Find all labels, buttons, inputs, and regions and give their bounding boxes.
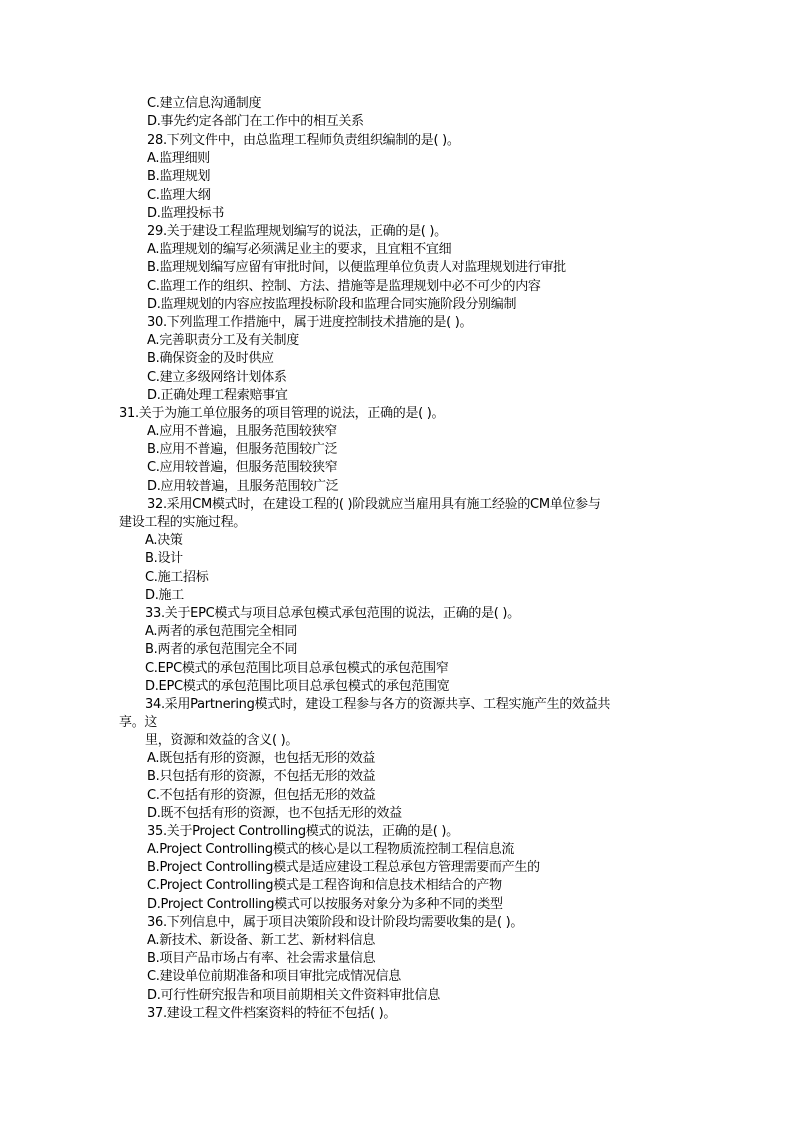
text-line: 34.采用Partnering模式时，建设工程参与各方的资源共享、工程实施产生的效益共 — [145, 697, 611, 712]
text-line: D.EPC模式的承包范围比项目总承包模式的承包范围宽 — [145, 679, 450, 694]
text-line: D.可行性研究报告和项目前期相关文件资料审批信息 — [147, 988, 440, 1003]
text-line: 35.关于Project Controlling模式的说法，正确的是( )。 — [147, 824, 459, 839]
text-line: B.设计 — [145, 551, 183, 566]
text-line: A.新技术、新设备、新工艺、新材料信息 — [147, 933, 376, 948]
text-line: 33.关于EPC模式与项目总承包模式承包范围的说法，正确的是( )。 — [145, 606, 520, 621]
text-line: 29.关于建设工程监理规划编写的说法，正确的是( )。 — [147, 224, 447, 239]
text-line: A.决策 — [145, 533, 183, 548]
text-line: A.监理细则 — [147, 151, 210, 166]
text-line: B.监理规划编写应留有审批时间，以便监理单位负责人对监理规划进行审批 — [147, 260, 566, 275]
text-line: 31.关于为施工单位服务的项目管理的说法，正确的是( )。 — [119, 406, 445, 421]
text-line: C.建设单位前期准备和项目审批完成情况信息 — [147, 969, 401, 984]
text-line: 36.下列信息中，属于项目决策阶段和设计阶段均需要收集的是( )。 — [147, 915, 524, 930]
text-line: 30.下列监理工作措施中，属于进度控制技术措施的是( )。 — [147, 315, 473, 330]
text-line: D.监理规划的内容应按监理投标阶段和监理合同实施阶段分别编制 — [147, 297, 517, 312]
text-line: C.Project Controlling模式是工程咨询和信息技术相结合的产物 — [147, 878, 502, 893]
text-line: C.建立信息沟通制度 — [147, 96, 262, 111]
text-line: B.Project Controlling模式是适应建设工程总承包方管理需要而产生的 — [147, 860, 540, 875]
text-line: B.应用不普遍，但服务范围较广泛 — [147, 442, 338, 457]
text-line: 里，资源和效益的含义( )。 — [145, 733, 299, 748]
text-line: B.确保资金的及时供应 — [147, 351, 274, 366]
text-line: C.监理大纲 — [147, 188, 211, 203]
text-line: D.监理投标书 — [147, 206, 225, 221]
text-line: C.应用较普遍，但服务范围较狭窄 — [147, 460, 338, 475]
text-line: B.监理规划 — [147, 169, 211, 184]
text-line: 享。这 — [119, 715, 158, 730]
text-line: 32.采用CM模式时，在建设工程的( )阶段就应当雇用具有施工经验的CM单位参与 — [147, 497, 601, 512]
text-line: C.不包括有形的资源，但包括无形的效益 — [147, 788, 376, 803]
text-line: D.事先约定各部门在工作中的相互关系 — [147, 114, 364, 129]
text-line: A.既包括有形的资源，也包括无形的效益 — [147, 751, 376, 766]
text-line: D.施工 — [145, 588, 184, 603]
text-line: B.项目产品市场占有率、社会需求量信息 — [147, 951, 376, 966]
text-line: C.建立多级网络计划体系 — [147, 370, 287, 385]
text-line: D.既不包括有形的资源，也不包括无形的效益 — [147, 806, 402, 821]
text-line: 28.下列文件中，由总监理工程师负责组织编制的是( )。 — [147, 133, 460, 148]
text-line: B.只包括有形的资源，不包括无形的效益 — [147, 769, 376, 784]
text-line: D.Project Controlling模式可以按服务对象分为多种不同的类型 — [147, 897, 503, 912]
text-line: C.施工招标 — [145, 570, 209, 585]
text-line: C.监理工作的组织、控制、方法、措施等是监理规划中必不可少的内容 — [147, 279, 541, 294]
text-line: A.两者的承包范围完全相同 — [145, 624, 297, 639]
text-line: 建设工程的实施过程。 — [119, 515, 247, 530]
text-line: C.EPC模式的承包范围比项目总承包模式的承包范围窄 — [145, 661, 449, 676]
text-line: A.Project Controlling模式的核心是以工程物质流控制工程信息流 — [147, 842, 515, 857]
text-line: 37.建设工程文件档案资料的特征不包括( )。 — [147, 1006, 397, 1021]
text-line: A.监理规划的编写必须满足业主的要求，且宜粗不宜细 — [147, 242, 452, 257]
text-line: D.应用较普遍，且服务范围较广泛 — [147, 479, 339, 494]
text-line: A.应用不普遍，且服务范围较狭窄 — [147, 424, 337, 439]
text-line: D.正确处理工程索赔事宜 — [147, 388, 288, 403]
text-line: B.两者的承包范围完全不同 — [145, 642, 298, 657]
text-line: A.完善职责分工及有关制度 — [147, 333, 299, 348]
